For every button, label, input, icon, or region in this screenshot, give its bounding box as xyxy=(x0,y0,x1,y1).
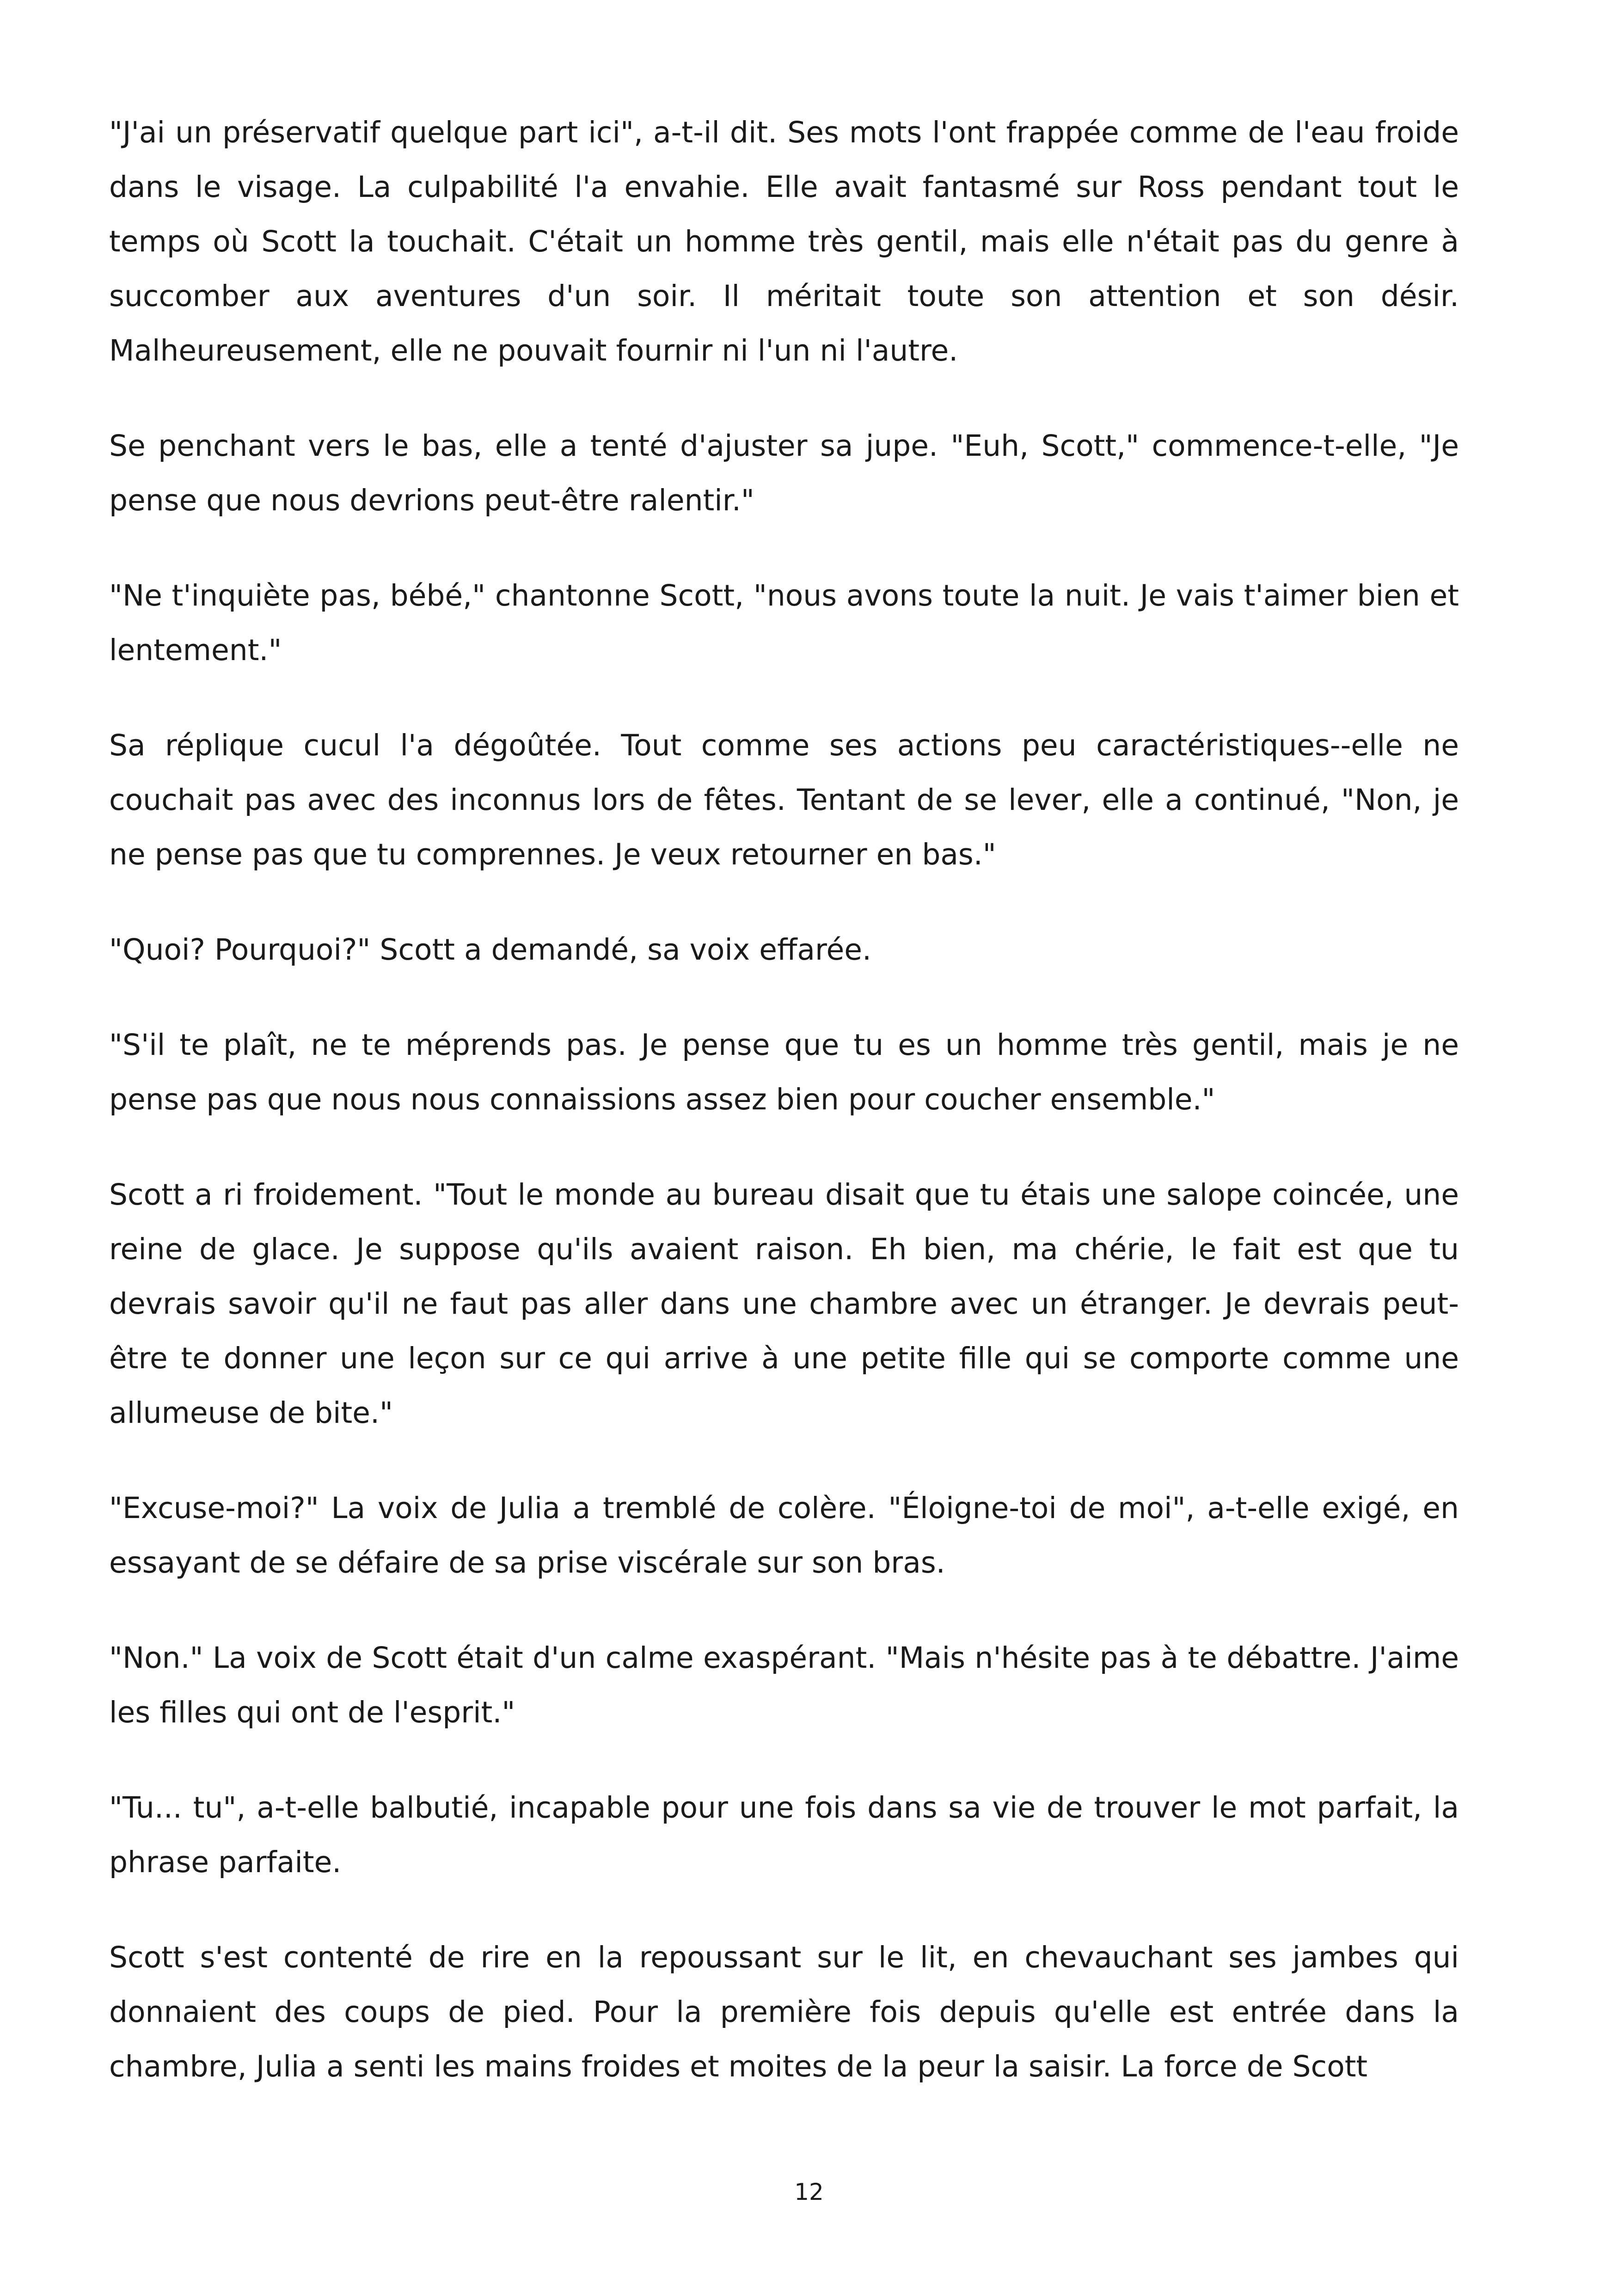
paragraph-10: "Tu... tu", a-t-elle balbutié, incapable pour une fois dans sa vie de trouver le mot parfait, la phrase parfaite. xyxy=(109,1791,1459,1879)
page-number: 12 xyxy=(794,2179,824,2205)
paragraph-11: Scott s'est contenté de rire en la repoussant sur le lit, en chevauchant ses jambes qui donnaient des coups de pied. Pour la première fois depuis qu'elle est entrée dans la chambre, Julia a senti les mains froides et moites de la peur la saisir. La force de Scott xyxy=(109,1941,1459,2083)
paragraph-2: Se penchant vers le bas, elle a tenté d'ajuster sa jupe. "Euh, Scott," commence-t-elle, "Je pense que nous devrions peut-être ralentir." xyxy=(109,429,1459,517)
paragraph-1: "J'ai un préservatif quelque part ici", a-t-il dit. Ses mots l'ont frappée comme de l'eau froide dans le visage. La culpabilité l'a envahie. Elle avait fantasmé sur Ross pendant tout le temps où Scott la touchait. C'était un homme très gentil, mais elle n'était pas du genre à succomber aux aventures d'un soir. Il méritait toute son attention et son désir. Malheureusement, elle ne pouvait fournir ni l'un ni l'autre. xyxy=(109,116,1459,367)
paragraph-6: "S'il te plaît, ne te méprends pas. Je pense que tu es un homme très gentil, mais je ne pense pas que nous nous connaissions assez bien pour coucher ensemble." xyxy=(109,1028,1459,1116)
paragraph-7: Scott a ri froidement. "Tout le monde au bureau disait que tu étais une salope coincée, une reine de glace. Je suppose qu'ils avaient raison. Eh bien, ma chérie, le fait est que tu devrais savoir qu'il ne faut pas aller dans une chambre avec un étranger. Je devrais peut-être te donner une leçon sur ce qui arrive à une petite fille qui se comporte comme une allumeuse de bite." xyxy=(109,1178,1459,1430)
paragraph-9: "Non." La voix de Scott était d'un calme exaspérant. "Mais n'hésite pas à te débattre. J'aime les filles qui ont de l'esprit." xyxy=(109,1641,1459,1729)
paragraph-8: "Excuse-moi?" La voix de Julia a tremblé de colère. "Éloigne-toi de moi", a-t-elle exigé, en essayant de se défaire de sa prise viscérale sur son bras. xyxy=(109,1491,1459,1580)
paragraph-3: "Ne t'inquiète pas, bébé," chantonne Scott, "nous avons toute la nuit. Je vais t'aimer bien et lentement." xyxy=(109,579,1459,667)
paragraph-4: Sa réplique cucul l'a dégoûtée. Tout comme ses actions peu caractéristiques--elle ne couchait pas avec des inconnus lors de fêtes. Tentant de se lever, elle a continué, "Non, je ne pense pas que tu comprennes. Je veux retourner en bas." xyxy=(109,729,1459,871)
body-text xyxy=(109,105,1459,2135)
paragraph-5: "Quoi? Pourquoi?" Scott a demandé, sa voix effarée. xyxy=(109,933,872,967)
